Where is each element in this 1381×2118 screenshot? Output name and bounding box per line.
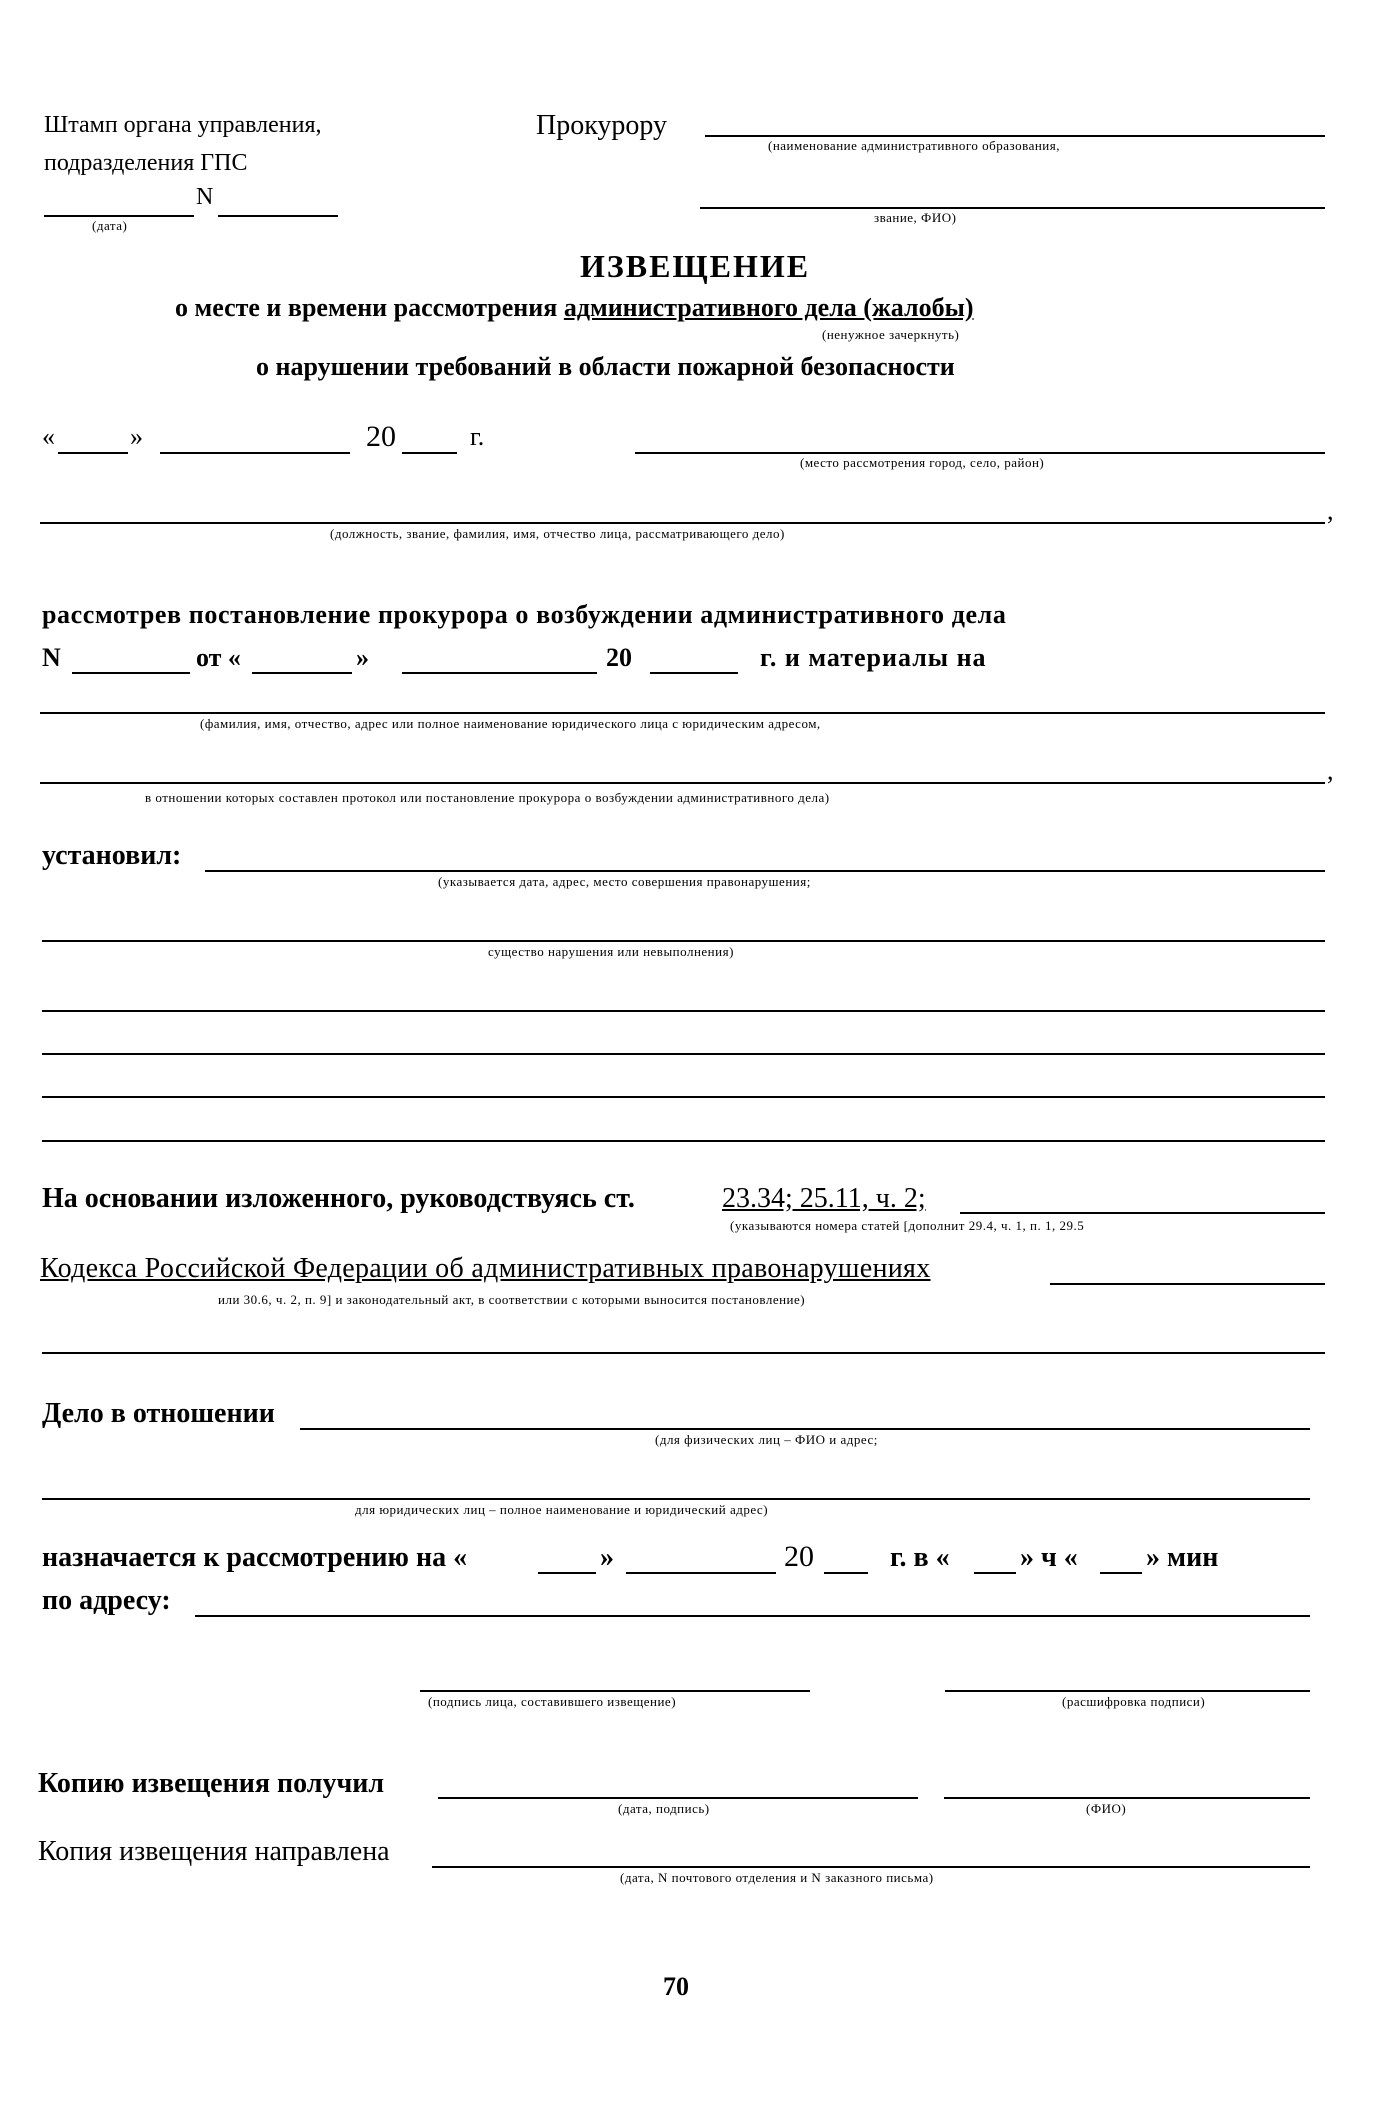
assign-year-prefix: 20 <box>784 1540 814 1573</box>
established-field-1[interactable] <box>205 870 1325 872</box>
copy-received-label: Копию извещения получил <box>38 1768 385 1799</box>
prosecutor-field-2[interactable] <box>700 207 1325 209</box>
assign-minute-field[interactable] <box>1100 1572 1142 1574</box>
prosecutor-field[interactable] <box>705 135 1325 137</box>
person-field-2[interactable] <box>40 782 1325 784</box>
decode-caption: (расшифровка подписи) <box>1062 1694 1206 1709</box>
date-month-field[interactable] <box>160 452 350 454</box>
assign-quote-close: » <box>600 1542 614 1573</box>
copy-sent-field[interactable] <box>432 1866 1310 1868</box>
official-caption: (должность, звание, фамилия, имя, отчество лица, рассматривающего дело) <box>330 526 785 541</box>
strike-note: (ненужное зачеркнуть) <box>822 327 960 342</box>
rank-caption: звание, ФИО) <box>874 210 957 225</box>
date-year-suffix: г. <box>470 422 485 451</box>
review-number-field[interactable] <box>72 672 190 674</box>
date-day-field[interactable] <box>58 452 128 454</box>
assign-label: назначается к рассмотрению на « <box>42 1542 468 1573</box>
stamp-number-field[interactable] <box>218 215 338 217</box>
assign-hour-field[interactable] <box>974 1572 1016 1574</box>
copy-sent-caption: (дата, N почтового отделения и N заказного письма) <box>620 1870 934 1885</box>
review-month-field[interactable] <box>402 672 597 674</box>
case-caption-2: для юридических лиц – полное наименование и юридический адрес) <box>355 1502 769 1517</box>
case-field-2[interactable] <box>42 1498 1310 1500</box>
review-line-1: рассмотрев постановление прокурора о возбуждении административного дела <box>42 600 1007 629</box>
assign-time-label: г. в « <box>890 1542 950 1573</box>
copy-fio-caption: (ФИО) <box>1086 1801 1127 1816</box>
grounds-field-2[interactable] <box>42 1352 1325 1354</box>
copy-received-caption: (дата, подпись) <box>618 1801 710 1816</box>
stamp-line-2: подразделения ГПС <box>44 150 248 176</box>
review-year-suffix: г. и материалы на <box>760 643 987 672</box>
established-field-4[interactable] <box>42 1053 1325 1055</box>
date-year-prefix: 20 <box>366 420 396 453</box>
case-label: Дело в отношении <box>42 1398 275 1429</box>
review-year-prefix: 20 <box>606 643 632 672</box>
review-from-label: от « <box>196 643 241 672</box>
document-title: ИЗВЕЩЕНИЕ <box>580 248 811 284</box>
copy-sent-label: Копия извещения направлена <box>38 1836 390 1867</box>
grounds-caption-1: (указываются номера статей [дополнит 29.4, ч. 1, п. 1, 29.5 <box>730 1218 1085 1233</box>
assign-min-label: » мин <box>1146 1542 1219 1573</box>
title-line-1 <box>175 293 974 323</box>
established-label: установил: <box>42 840 182 871</box>
official-field[interactable] <box>40 522 1325 524</box>
title-line-1-underlined: административного дела (жалобы) <box>563 293 974 322</box>
established-field-5[interactable] <box>42 1096 1325 1098</box>
date-caption: (дата) <box>92 218 128 233</box>
person-comma: , <box>1327 756 1334 785</box>
grounds-code: Кодекса Российской Федерации об административных правонарушениях <box>40 1253 931 1284</box>
protocol-caption: в отношении которых составлен протокол или постановление прокурора о возбуждении административного дела) <box>145 790 830 805</box>
established-field-6[interactable] <box>42 1140 1325 1142</box>
grounds-code-field[interactable] <box>1050 1283 1325 1285</box>
prosecutor-label: Прокурору <box>536 110 668 141</box>
review-year-field[interactable] <box>650 672 738 674</box>
signature-field[interactable] <box>420 1690 810 1692</box>
case-caption-1: (для физических лиц – ФИО и адрес; <box>655 1432 878 1447</box>
assign-hour-label: » ч « <box>1020 1542 1078 1573</box>
established-caption-2: существо нарушения или невыполнения) <box>488 944 734 959</box>
copy-fio-field[interactable] <box>944 1797 1310 1799</box>
review-n-label: N <box>42 643 61 672</box>
assign-day-field[interactable] <box>538 1572 596 1574</box>
place-caption: (место рассмотрения город, село, район) <box>800 455 1045 470</box>
established-field-3[interactable] <box>42 1010 1325 1012</box>
address-label: по адресу: <box>42 1585 171 1616</box>
review-day-field[interactable] <box>252 672 352 674</box>
decode-field[interactable] <box>945 1690 1310 1692</box>
page-number: 70 <box>663 1972 689 2001</box>
date-year-field[interactable] <box>402 452 457 454</box>
person-caption: (фамилия, имя, отчество, адрес или полное наименование юридического лица с юридическим адресом, <box>200 716 821 731</box>
copy-received-field[interactable] <box>438 1797 918 1799</box>
grounds-field[interactable] <box>960 1212 1325 1214</box>
date-quote-close: » <box>130 422 143 451</box>
grounds-label: На основании изложенного, руководствуясь ст. <box>42 1183 635 1214</box>
admin-caption: (наименование административного образования, <box>768 138 1060 153</box>
case-field-1[interactable] <box>300 1428 1310 1430</box>
address-field[interactable] <box>195 1615 1310 1617</box>
official-comma: , <box>1327 496 1334 525</box>
established-field-2[interactable] <box>42 940 1325 942</box>
date-quote-open: « <box>42 422 55 451</box>
established-caption-1: (указывается дата, адрес, место совершения правонарушения; <box>438 874 811 889</box>
signature-caption: (подпись лица, составившего извещение) <box>428 1694 677 1709</box>
title-line-2: о нарушении требований в области пожарной безопасности <box>256 352 955 381</box>
stamp-date-field[interactable] <box>44 215 194 217</box>
stamp-n-label: N <box>196 184 214 210</box>
stamp-line-1: Штамп органа управления, <box>44 112 322 138</box>
grounds-caption-2: или 30.6, ч. 2, п. 9] и законодательный акт, в соответствии с которыми выносится постановление) <box>218 1292 806 1307</box>
grounds-articles: 23.34; 25.11, ч. 2; <box>722 1183 926 1214</box>
person-field[interactable] <box>40 712 1325 714</box>
assign-month-field[interactable] <box>626 1572 776 1574</box>
assign-year-field[interactable] <box>824 1572 868 1574</box>
title-line-1-prefix: о месте и времени рассмотрения <box>175 293 564 322</box>
review-quote-close: » <box>356 643 369 672</box>
place-field[interactable] <box>635 452 1325 454</box>
